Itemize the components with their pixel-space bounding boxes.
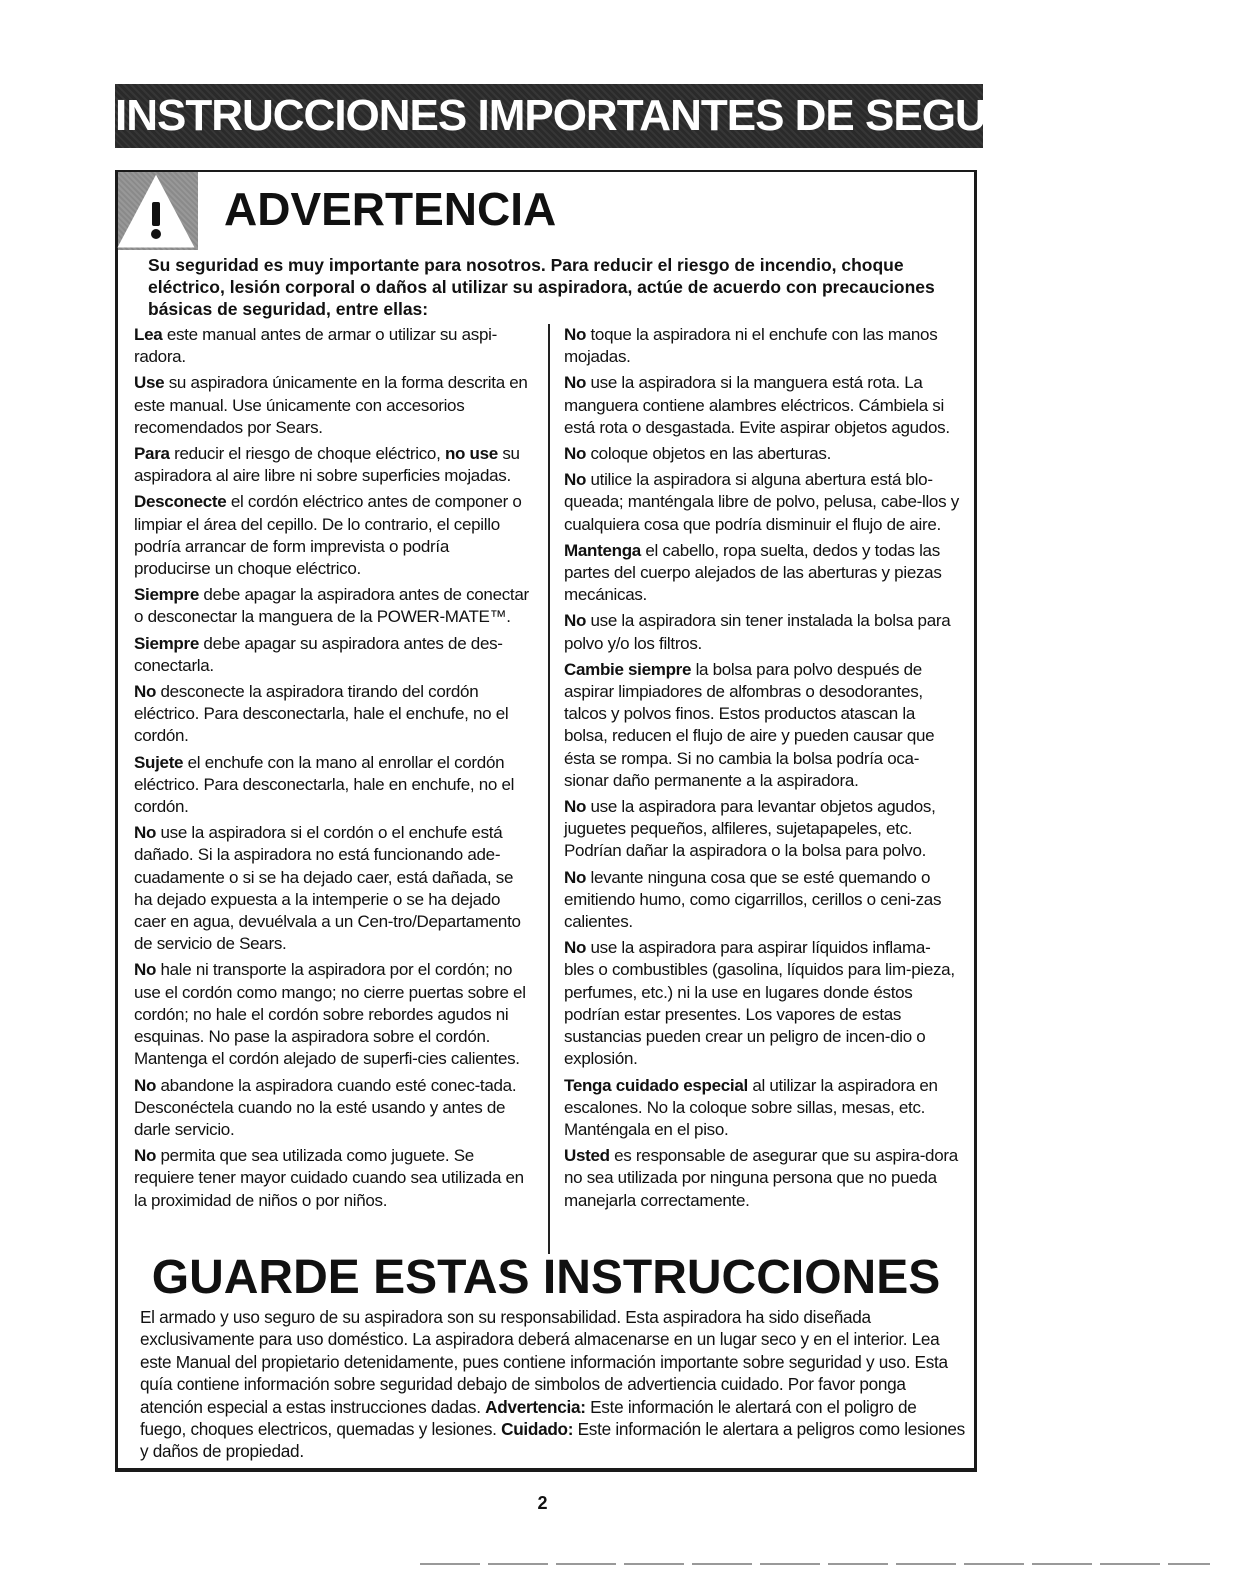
safety-item-lead: Siempre — [134, 585, 199, 605]
safety-item — [564, 443, 959, 465]
closing-text-1: El armado y uso seguro de su aspiradora son su responsabilidad. Esta aspiradora ha sido diseñada exclusivamente para uso doméstico. La aspiradora deberá almacenarse en un lugar seco y en el interior. Lea este Manual del propietario detenidamente, pues contiene información importante sobre seguridad y uso. Esta quía contiene información sobre seguridad debajo de simbolos de advertiencia cuidado. Por favor ponga atención especial a estas instrucciones dadas. — [140, 1307, 948, 1417]
warning-box — [115, 170, 977, 1472]
safety-item-text: el enchufe con la mano al enrollar el cordón eléctrico. Para desconectarla, hale en enchufe, no el cordón. — [134, 752, 515, 817]
safety-item — [134, 443, 529, 487]
safety-item-text: reducir el riesgo de choque eléctrico, — [169, 444, 445, 464]
safety-item-text: el cabello, ropa suelta, dedos y todas las partes del cuerpo alejados de las aberturas y piezas mecánicas. — [564, 540, 942, 605]
safety-item-text: use la aspiradora sin tener instalada la bolsa para polvo y/o los filtros. — [564, 611, 951, 653]
cuidado-label: Cuidado: — [501, 1419, 574, 1440]
safety-item-lead: No — [134, 823, 157, 843]
column-divider — [548, 324, 550, 1254]
left-column — [134, 324, 529, 1216]
safety-item — [134, 1075, 529, 1142]
safety-item-text: hale ni transporte la aspiradora por el cordón; no use el cordón como mango; no cierre puertas sobre el cordón; no hale el cordón sobre rebordes agudos ni esquinas. No pase la aspiradora sobre el cordón. Mantenga el cordón alejado de superfi-cies calientes. — [134, 960, 526, 1069]
safety-item — [564, 1145, 959, 1212]
safety-item-text: desconecte la aspiradora tirando del cordón eléctrico. Para desconectarla, hale el enchufe, no el cordón. — [134, 682, 509, 746]
safety-item — [134, 584, 529, 628]
page-number: 2 — [537, 1493, 548, 1513]
safety-item — [564, 937, 959, 1070]
bottom-rule — [420, 1563, 1210, 1565]
safety-item — [134, 681, 529, 748]
safety-item-text: la bolsa para polvo después de aspirar limpiadores de alfombras o desodorantes, talcos y polvos finos. Estos productos atascan la bolsa, reducen el flujo de aire y pueden causar que ésta se rompa. Si no cambia la bolsa podría oca-sionar daño permanente a la aspiradora. — [564, 659, 935, 790]
safety-item-lead: Desconecte — [134, 492, 227, 512]
safety-item — [134, 752, 529, 819]
safety-item-text: utilice la aspiradora si alguna abertura está blo-queada; manténgala libre de polvo, pelusa, cabe-llos y cualquiera cosa que podría disminuir el flujo de aire. — [564, 470, 959, 534]
warning-intro: Su seguridad es muy importante para nosotros. Para reducir el riesgo de incendio, choque eléctrico, lesión corporal o daños al utilizar su aspiradora, actúe de acuerdo con precauciones básicas de seguridad, entre ellas: — [148, 255, 935, 319]
safety-item-lead: Para — [134, 444, 170, 464]
safety-item — [134, 959, 529, 1070]
safety-item — [564, 372, 959, 439]
warning-triangle-icon — [118, 172, 198, 250]
safety-item — [564, 469, 959, 536]
safety-item-lead: Lea — [134, 325, 163, 344]
safety-item-text: su aspiradora únicamente en la forma descrita en este manual. Use únicamente con accesorios recomendados por Sears. — [134, 373, 528, 437]
safety-item-lead: No — [564, 867, 587, 887]
safety-item-text: abandone la aspiradora cuando esté conec-tada. Desconéctela cuando no la esté usando y antes de darle servicio. — [134, 1075, 517, 1139]
safety-item — [134, 324, 529, 368]
safety-item-text: permita que sea utilizada como juguete. Se requiere tener mayor cuidado cuando sea utilizada en la proximidad de niños o por niños. — [134, 1146, 524, 1210]
safety-item-lead: no use — [444, 444, 498, 464]
safety-item-lead: Use — [134, 373, 165, 393]
safety-item-text: use la aspiradora si la manguera está rota. La manguera contiene alambres eléctricos. Cámbiela si está rota o desgastada. Evite aspirar objetos agudos. — [564, 373, 950, 437]
safety-item — [564, 659, 959, 792]
safety-item — [134, 822, 529, 955]
safety-item-lead: Sujete — [134, 752, 184, 772]
safety-item — [564, 324, 959, 368]
safety-item-text: use la aspiradora si el cordón o el enchufe está dañado. Si la aspiradora no está funcionando ade-cuadamente o si se ha dejado caer, está dañada, se ha dejado expuesta a la intemperie o se ha dejado caer en agua, devuélvala a un Cen-tro/Departamento de servicio de Sears. — [134, 823, 521, 954]
safety-item-text: use la aspiradora para levantar objetos agudos, juguetes pequeños, alfileres, sujetapapeles, etc. Podrían dañar la aspiradora o la bolsa para polvo. — [564, 797, 936, 861]
safety-item-text: levante ninguna cosa que se esté quemando o emitiendo humo, como cigarrillos, cerillos o ceni-zas calientes. — [564, 867, 942, 932]
safety-item-text: su aspiradora al aire libre ni sobre superficies mojadas. — [134, 444, 520, 486]
safety-item-lead: No — [134, 960, 157, 980]
safety-item-lead: No — [564, 444, 587, 464]
safety-item-text: coloque objetos en las aberturas. — [586, 444, 832, 464]
safety-item — [564, 1075, 959, 1142]
safety-item-lead: No — [134, 682, 157, 702]
page-banner — [115, 84, 1121, 148]
closing-paragraph — [140, 1306, 965, 1463]
safety-item-lead: No — [564, 611, 587, 631]
safety-item-lead: No — [564, 325, 587, 344]
safety-item — [564, 610, 959, 654]
safety-item — [564, 867, 959, 934]
right-column — [564, 324, 959, 1216]
safety-item-lead: Cambie siempre — [564, 659, 692, 679]
safety-item-text: este manual antes de armar o utilizar su aspi-radora. — [134, 325, 497, 367]
safety-item-text: toque la aspiradora ni el enchufe con las manos mojadas. — [564, 325, 938, 367]
safety-item-text: debe apagar la aspiradora antes de conectar o desconectar la manguera de la POWER-MATE™. — [134, 585, 529, 627]
warning-heading: ADVERTENCIA — [224, 183, 557, 235]
warning-icon-block — [118, 172, 198, 250]
safety-item-lead: No — [134, 1146, 157, 1166]
safety-item-text: al utilizar la aspiradora en escalones. No la coloque sobre sillas, mesas, etc. Manténgala en el piso. — [564, 1075, 938, 1139]
safety-item — [134, 372, 529, 439]
safety-item-lead: No — [564, 938, 587, 958]
save-instructions-heading: GUARDE ESTAS INSTRUCCIONES — [151, 1251, 941, 1304]
safety-item-text: el cordón eléctrico antes de componer o limpiar el área del cepillo. De lo contrario, el cepillo podría arrancar de form imprevista o podría producirse un choque eléctrico. — [134, 492, 522, 579]
safety-item-lead: Usted — [564, 1146, 610, 1166]
safety-item — [564, 796, 959, 863]
safety-item — [564, 540, 959, 607]
safety-item — [134, 491, 529, 580]
safety-item-text: debe apagar su aspiradora antes de des-conectarla. — [134, 633, 503, 675]
safety-item-lead: No — [564, 797, 587, 817]
safety-item-text: es responsable de asegurar que su aspira-dora no sea utilizada por ninguna persona que no pueda manejarla correctamente. — [564, 1146, 958, 1210]
safety-item-lead: No — [564, 373, 587, 393]
closing-text-2: Este información le alertará con el poligro de fuego, choques electricos, quemadas y lesiones. — [140, 1396, 917, 1440]
safety-item-lead: Tenga cuidado especial — [564, 1075, 748, 1095]
safety-item — [134, 633, 529, 677]
safety-item-lead: Mantenga — [564, 540, 641, 560]
safety-item-text: use la aspiradora para aspirar líquidos inflama-bles o combustibles (gasolina, líquidos para lim-pieza, perfumes, etc.) ni la use en lugares donde éstos podrían estar presentes. Los vapores de estas sustancias pueden crear un peligro de incen-dio o explosión. — [564, 938, 955, 1069]
advertencia-label: Advertencia: — [485, 1396, 586, 1417]
banner-title: INSTRUCCIONES IMPORTANTES DE SEGURIDAD — [115, 91, 1121, 140]
safety-item-lead: Siempre — [134, 633, 199, 653]
safety-item-lead: No — [134, 1075, 157, 1095]
closing-text-3: Este información le alertara a peligros como lesiones y daños de propiedad. — [140, 1419, 965, 1462]
safety-item-lead: No — [564, 470, 587, 490]
safety-item — [134, 1145, 529, 1212]
